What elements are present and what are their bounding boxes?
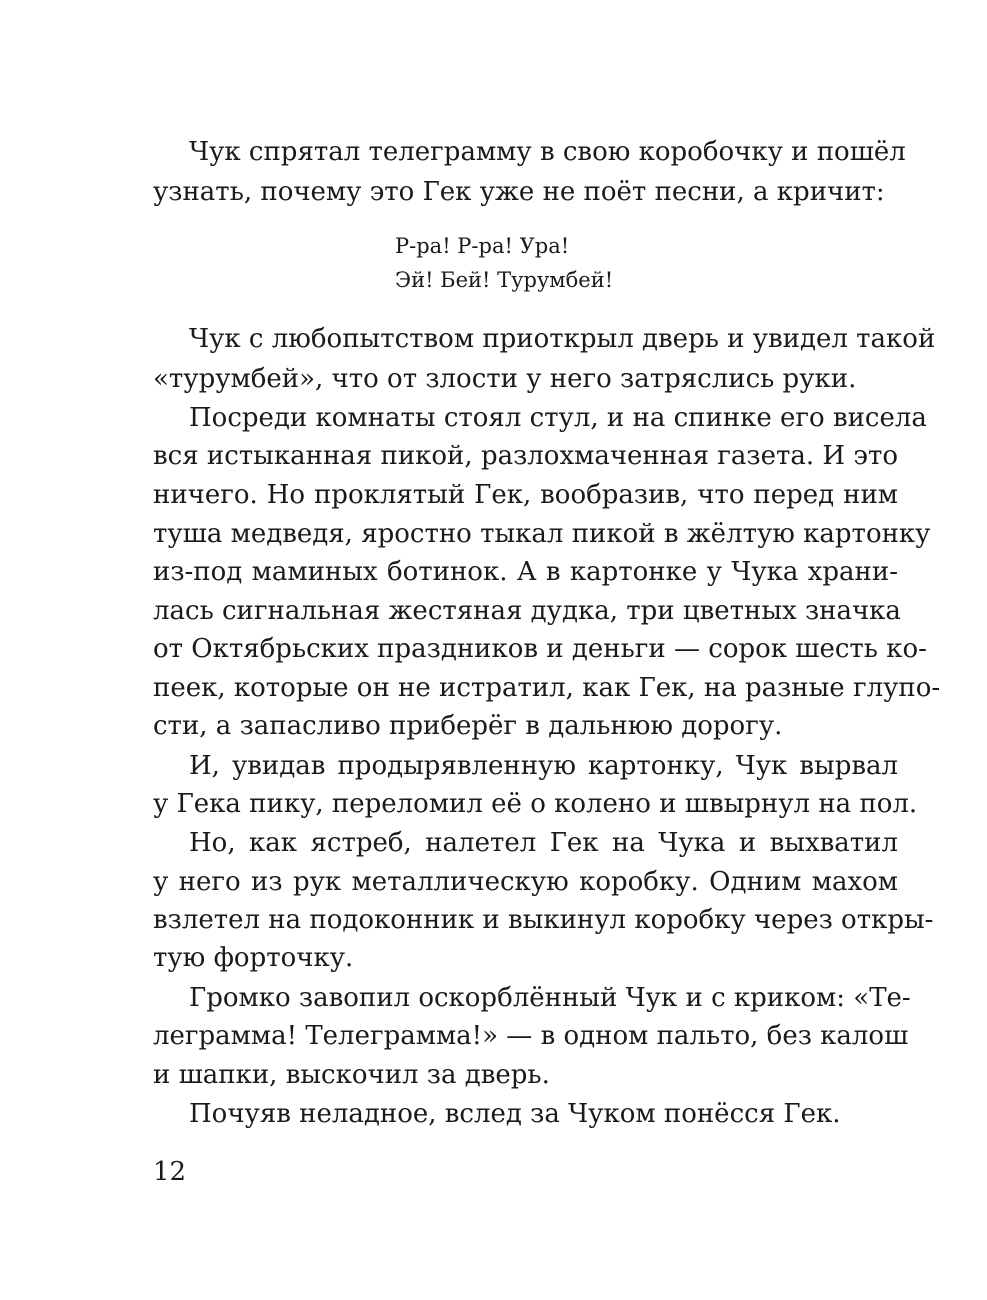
- text-line: тую форточку.: [153, 943, 354, 973]
- text-line: Посреди комнаты стоял стул, и на спинке его висела: [189, 403, 927, 433]
- page-number: 12: [153, 1157, 187, 1187]
- text-line: Чук спрятал телеграмму в свою коробочку и пошёл: [189, 137, 906, 167]
- text-line: туша медведя, яростно тыкал пикой в жёлтую картонку: [153, 519, 931, 549]
- verse-line: Эй! Бей! Турумбей!: [395, 268, 614, 292]
- text-line: взлетел на подоконник и выкинул коробку через откры-: [153, 905, 934, 935]
- text-line: Почуяв неладное, вслед за Чуком понёсся Гек.: [189, 1099, 841, 1129]
- text-line: леграмма! Телеграмма!» — в одном пальто, без калош: [153, 1021, 909, 1051]
- text-line: пеек, которые он не истратил, как Гек, на разные глупо-: [153, 673, 941, 703]
- text-line: и шапки, выскочил за дверь.: [153, 1060, 550, 1090]
- text-line: узнать, почему это Гек уже не поёт песни, а кричит:: [153, 177, 885, 207]
- text-line: у Гека пику, переломил её о колено и швырнул на пол.: [153, 789, 918, 819]
- text-line: из-под маминых ботинок. А в картонке у Чука храни-: [153, 557, 898, 587]
- text-line: лась сигнальная жестяная дудка, три цветных значка: [153, 596, 901, 626]
- text-line: «турумбей», что от злости у него затряслись руки.: [153, 364, 857, 394]
- text-line: Чук с любопытством приоткрыл дверь и увидел такой: [189, 324, 936, 354]
- text-line: ничего. Но проклятый Гек, вообразив, что перед ним: [153, 480, 898, 510]
- text-line: И, увидав продырявленную картонку, Чук вырвал: [189, 751, 898, 781]
- text-line: Но, как ястреб, налетел Гек на Чука и выхватил: [189, 828, 898, 858]
- text-line: у него из рук металлическую коробку. Одним махом: [153, 867, 898, 897]
- text-line: вся истыканная пикой, разлохмаченная газета. И это: [153, 441, 898, 471]
- text-line: сти, а запасливо приберёг в дальнюю дорогу.: [153, 711, 783, 741]
- text-line: Громко завопил оскорблённый Чук и с криком: «Те-: [189, 983, 911, 1013]
- verse-line: Р-ра! Р-ра! Ура!: [395, 234, 570, 258]
- text-line: от Октябрьских праздников и деньги — сорок шесть ко-: [153, 634, 927, 664]
